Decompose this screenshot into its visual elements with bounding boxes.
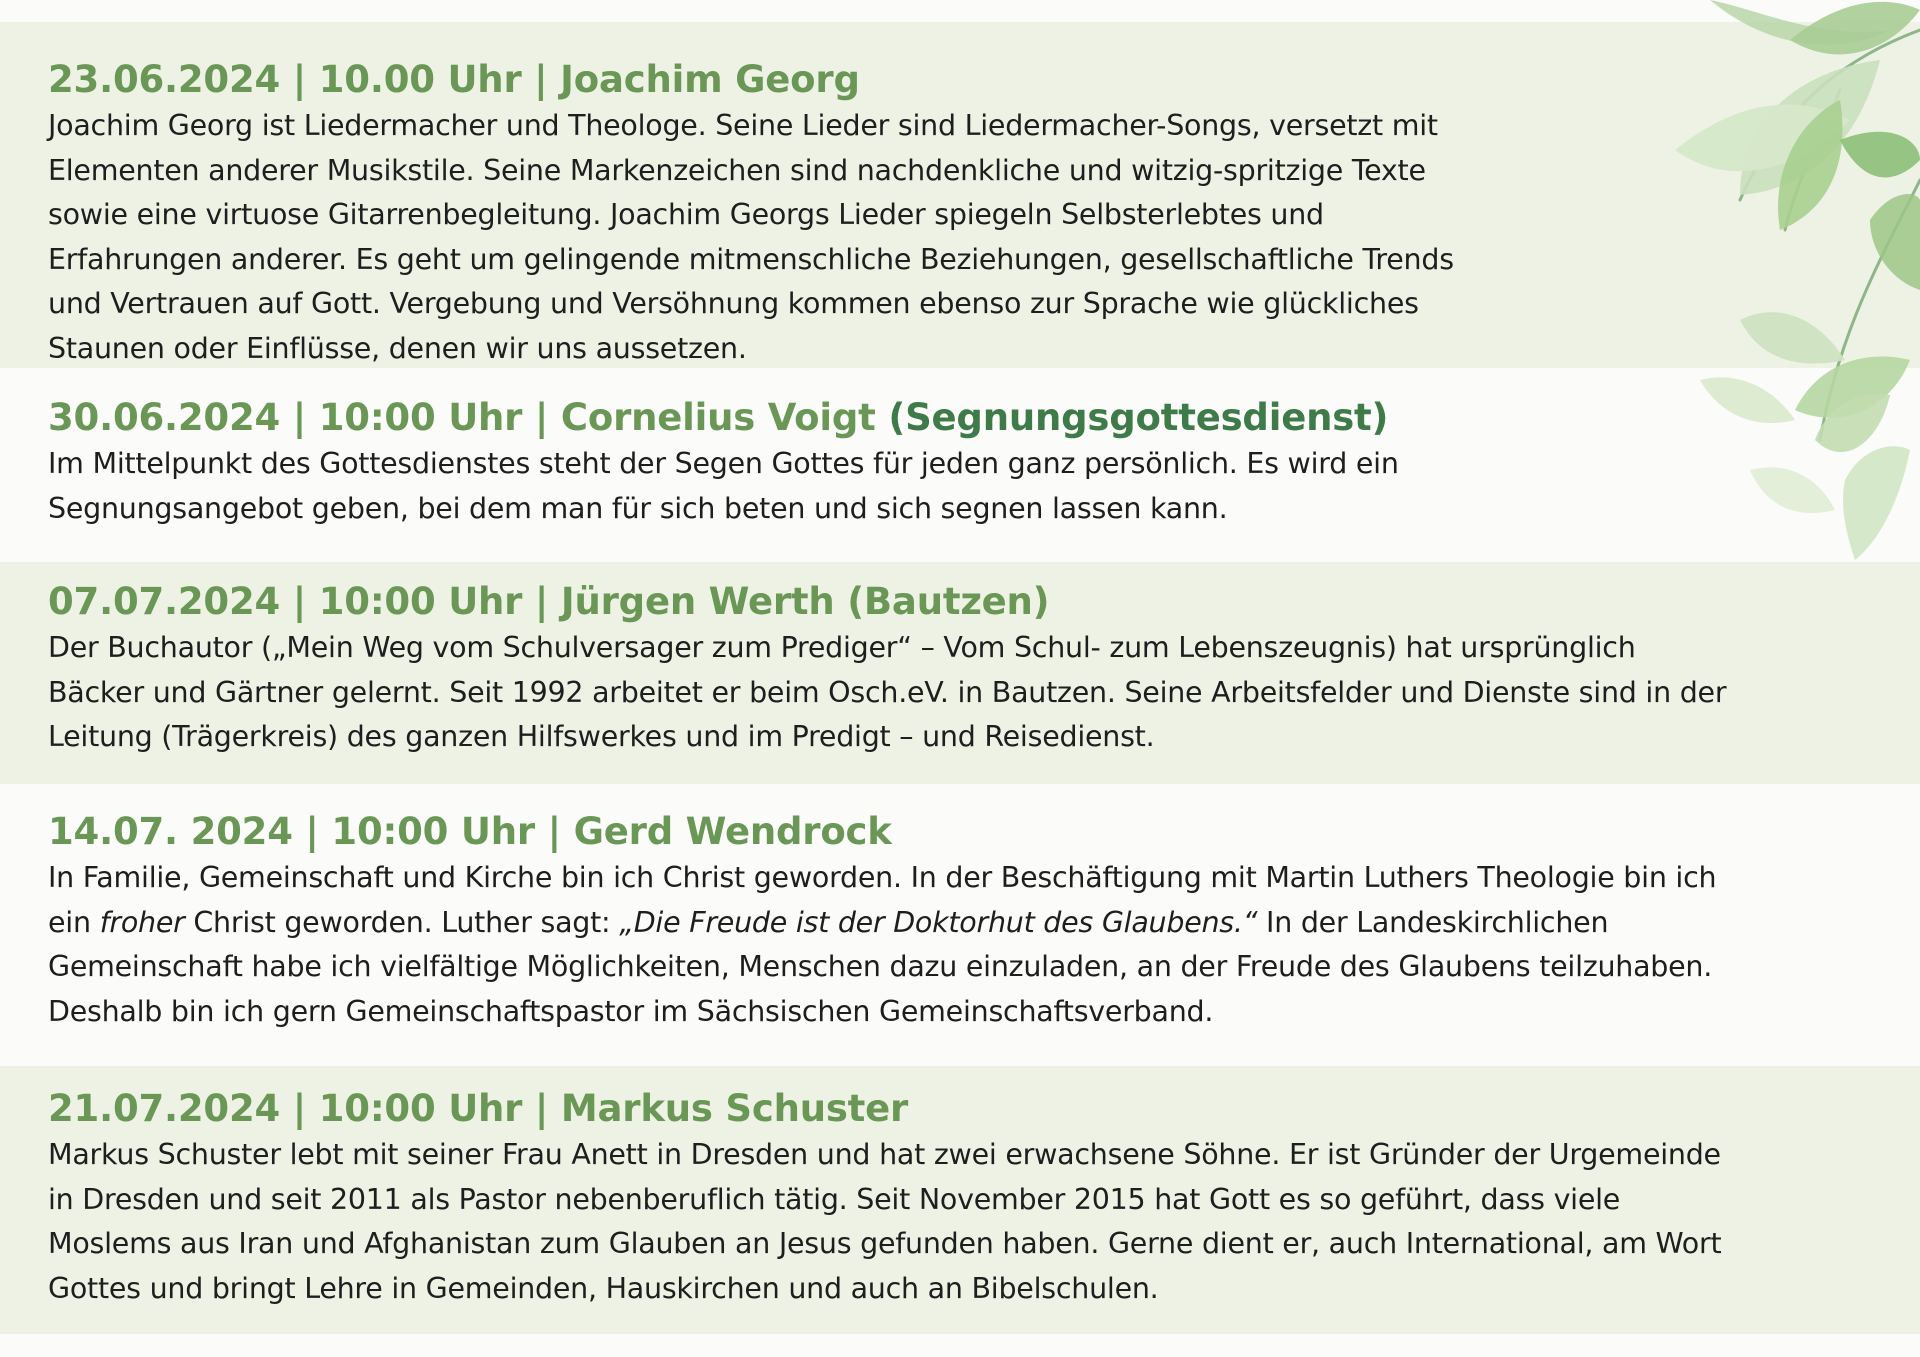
event-heading bbox=[48, 56, 1580, 104]
luther-quote: „Die Freude ist der Doktorhut des Glaubens.“ bbox=[619, 905, 1258, 939]
description-line: Im Mittelpunkt des Gottesdienstes steht der Segen Gottes für jeden ganz persönlich. Es wird ein bbox=[48, 447, 1399, 480]
event-entry-gerd-wendrock bbox=[0, 784, 1920, 1066]
event-entry-markus-schuster bbox=[0, 1066, 1920, 1334]
description-line: und Vertrauen auf Gott. Vergebung und Versöhnung kommen ebenso zur Sprache wie glückliches bbox=[48, 287, 1419, 320]
event-heading-text: 30.06.2024 | 10:00 Uhr | Cornelius Voigt bbox=[48, 396, 876, 439]
event-heading-text: 21.07.2024 | 10:00 Uhr | Markus Schuster bbox=[48, 1087, 909, 1130]
description-line: Deshalb bin ich gern Gemeinschaftspastor im Sächsischen Gemeinschaftsverband. bbox=[48, 994, 1214, 1028]
description-line: Gemeinschaft habe ich vielfältige Möglichkeiten, Menschen dazu einzuladen, an der Freude des Glaubens teilzuhaben. bbox=[48, 950, 1713, 983]
description-line: Gottes und bringt Lehre in Gemeinden, Hauskirchen und auch an Bibelschulen. bbox=[48, 1271, 1159, 1305]
event-heading-text: 23.06.2024 | 10.00 Uhr | Joachim Georg bbox=[48, 58, 860, 101]
text-run: ein bbox=[48, 905, 100, 939]
event-entry-cornelius-voigt bbox=[0, 368, 1920, 562]
event-heading bbox=[48, 1085, 1880, 1133]
emphasis-text: froher bbox=[99, 905, 185, 939]
description-line bbox=[48, 901, 1880, 946]
event-heading-text: 14.07. 2024 | 10:00 Uhr | Gerd Wendrock bbox=[48, 810, 892, 853]
description-line: Staunen oder Einflüsse, denen wir uns aussetzen. bbox=[48, 331, 747, 365]
text-run: Christ geworden. Luther sagt: bbox=[184, 905, 620, 939]
description-line: in Dresden und seit 2011 als Pastor nebenberuflich tätig. Seit November 2015 hat Gott es so geführt, dass viele bbox=[48, 1182, 1621, 1216]
event-heading bbox=[48, 578, 1880, 626]
description-line: Leitung (Trägerkreis) des ganzen Hilfswerkes und im Predigt – und Reisedienst. bbox=[48, 720, 1155, 753]
description-line: Joachim Georg ist Liedermacher und Theologe. Seine Lieder sind Liedermacher-Songs, versetzt mit bbox=[48, 109, 1438, 142]
description-line: Bäcker und Gärtner gelernt. Seit 1992 arbeitet er beim Osch.eV. in Bautzen. Seine Arbeitsfelder und Dienste sind in der bbox=[48, 675, 1727, 709]
description-line: Moslems aus Iran und Afghanistan zum Glauben an Jesus gefunden haben. Gerne dient er, auch International, am Wort bbox=[48, 1227, 1722, 1260]
event-entry-joachim-georg bbox=[0, 22, 1920, 368]
event-description bbox=[48, 442, 1880, 531]
text-run: In der Landeskirchlichen bbox=[1257, 905, 1609, 939]
event-description bbox=[48, 1133, 1880, 1311]
description-line: Elementen anderer Musikstile. Seine Markenzeichen sind nachdenkliche und witzig-spritzige Texte bbox=[48, 153, 1426, 187]
description-line: In Familie, Gemeinschaft und Kirche bin ich Christ geworden. In der Beschäftigung mit Martin Luthers Theologie bin ich bbox=[48, 861, 1717, 894]
event-description bbox=[48, 856, 1880, 1034]
event-entry-juergen-werth bbox=[0, 562, 1920, 784]
event-description bbox=[48, 104, 1580, 371]
description-line: Erfahrungen anderer. Es geht um gelingende mitmenschliche Beziehungen, gesellschaftliche Trends bbox=[48, 242, 1454, 276]
event-heading bbox=[48, 808, 1880, 856]
description-line: Segnungsangebot geben, bei dem man für sich beten und sich segnen lassen kann. bbox=[48, 491, 1228, 525]
description-line: Der Buchautor („Mein Weg vom Schulversager zum Prediger“ – Vom Schul- zum Lebenszeugnis) hat ursprünglich bbox=[48, 631, 1636, 664]
description-line: Markus Schuster lebt mit seiner Frau Anett in Dresden und hat zwei erwachsene Söhne. Er ist Gründer der Urgemeinde bbox=[48, 1138, 1721, 1171]
event-heading bbox=[48, 394, 1880, 442]
event-heading-text: 07.07.2024 | 10:00 Uhr | Jürgen Werth (Bautzen) bbox=[48, 580, 1050, 623]
event-description bbox=[48, 626, 1880, 760]
event-heading-subtitle: (Segnungsgottesdienst) bbox=[888, 396, 1389, 439]
description-line: sowie eine virtuose Gitarrenbegleitung. Joachim Georgs Lieder spiegeln Selbsterlebtes und bbox=[48, 198, 1324, 231]
